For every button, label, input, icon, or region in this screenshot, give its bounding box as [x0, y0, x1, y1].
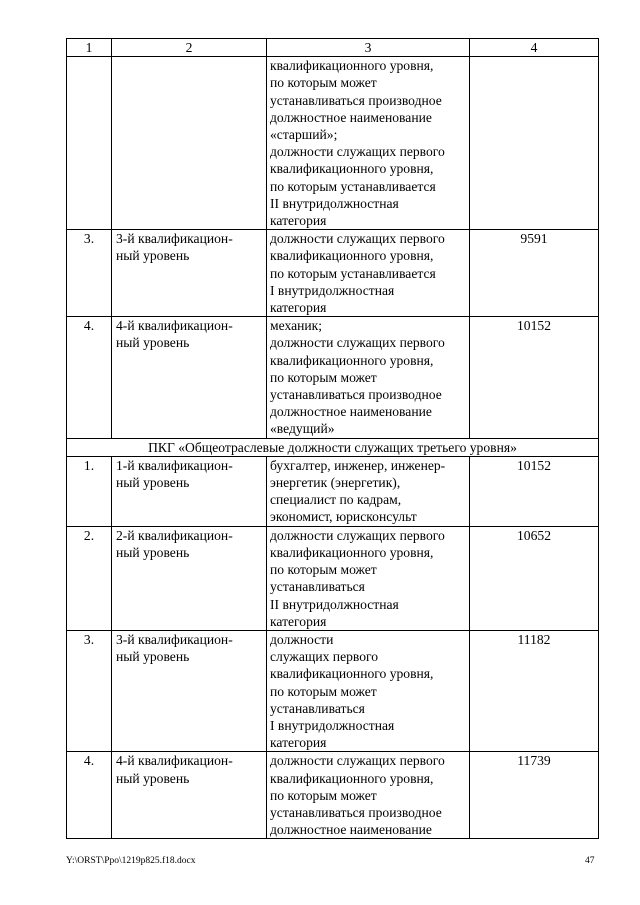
table-row	[67, 456, 599, 526]
qualification-level-cell	[112, 752, 267, 839]
positions-cell	[267, 526, 470, 630]
qualification-level-cell-line: ный уровень	[116, 475, 190, 491]
positions-cell-line: должности служащих первого	[270, 335, 445, 351]
qualification-level-cell	[112, 456, 267, 526]
salary-table	[66, 38, 599, 839]
qualification-level-cell-line: 3-й квалификацион-	[116, 231, 233, 247]
row-number-cell: 3.	[67, 230, 112, 317]
table-row	[67, 57, 599, 230]
table-row	[67, 526, 599, 630]
qualification-level-cell-line: ный уровень	[116, 335, 190, 351]
salary-cell: 11739	[470, 752, 599, 839]
positions-cell-line: «старший»;	[270, 127, 338, 143]
positions-cell-line: квалификационного уровня,	[270, 770, 434, 786]
header-cell-3: 3	[267, 39, 470, 57]
positions-cell-line: механик;	[270, 318, 323, 334]
positions-cell-line: «ведущий»	[270, 421, 335, 437]
positions-cell-line: квалификационного уровня,	[270, 544, 434, 560]
positions-cell-line: должностное наименование	[270, 822, 432, 838]
positions-cell-line: устанавливаться	[270, 579, 365, 595]
salary-cell: 10152	[470, 456, 599, 526]
row-number-cell: 3.	[67, 630, 112, 751]
qualification-level-cell	[112, 630, 267, 751]
positions-cell-line: по которым может	[270, 75, 377, 91]
qualification-level-cell-line: 4-й квалификацион-	[116, 318, 233, 334]
header-cell-4: 4	[470, 39, 599, 57]
table-header-row	[67, 39, 599, 57]
positions-cell-line: по которым может	[270, 562, 377, 578]
positions-cell-line: устанавливаться производное	[270, 387, 442, 403]
header-cell-1: 1	[67, 39, 112, 57]
positions-cell-line: должностное наименование	[270, 109, 432, 125]
positions-cell-line: должностное наименование	[270, 404, 432, 420]
positions-cell	[267, 752, 470, 839]
qualification-level-cell-line: 2-й квалификацион-	[116, 527, 233, 543]
row-number-cell	[67, 57, 112, 230]
table-row	[67, 752, 599, 839]
qualification-level-cell	[112, 526, 267, 630]
salary-cell	[470, 57, 599, 230]
positions-cell-line: I внутридолжностная	[270, 717, 395, 733]
positions-cell-line: категория	[270, 735, 327, 751]
positions-cell	[267, 317, 470, 438]
positions-cell-line: категория	[270, 613, 327, 629]
qualification-level-cell-line: ный уровень	[116, 770, 190, 786]
salary-table-body	[67, 39, 599, 839]
positions-cell-line: по которым устанавливается	[270, 265, 436, 281]
positions-cell-line: экономист, юрисконсульт	[270, 509, 417, 525]
positions-cell-line: квалификационного уровня,	[270, 352, 434, 368]
positions-cell-line: должности служащих первого	[270, 231, 445, 247]
qualification-level-cell-line: 3-й квалификацион-	[116, 631, 233, 647]
qualification-level-cell-line: ный уровень	[116, 649, 190, 665]
positions-cell-line: должности	[270, 631, 334, 647]
positions-cell-line: II внутридолжностная	[270, 195, 399, 211]
positions-cell	[267, 57, 470, 230]
positions-cell-line: квалификационного уровня,	[270, 248, 434, 264]
positions-cell-line: I внутридолжностная	[270, 282, 395, 298]
positions-cell-line: энергетик (энергетик),	[270, 475, 401, 491]
positions-cell-line: квалификационного уровня,	[270, 161, 434, 177]
positions-cell-line: квалификационного уровня,	[270, 58, 434, 74]
salary-cell: 9591	[470, 230, 599, 317]
qualification-level-cell-line: ный уровень	[116, 544, 190, 560]
group-title: ПКГ «Общеотраслевые должности служащих третьего уровня»	[67, 438, 599, 456]
positions-cell-line: квалификационного уровня,	[270, 666, 434, 682]
positions-cell-line: служащих первого	[270, 649, 379, 665]
salary-cell: 11182	[470, 630, 599, 751]
row-number-cell: 4.	[67, 752, 112, 839]
positions-cell-line: специалист по кадрам,	[270, 492, 402, 508]
positions-cell-line: по которым может	[270, 369, 377, 385]
salary-cell: 10152	[470, 317, 599, 438]
positions-cell-line: должности служащих первого	[270, 144, 445, 160]
positions-cell	[267, 456, 470, 526]
positions-cell-line: должности служащих первого	[270, 527, 445, 543]
qualification-level-cell	[112, 230, 267, 317]
positions-cell	[267, 630, 470, 751]
positions-cell-line: II внутридолжностная	[270, 596, 399, 612]
qualification-level-cell-line: 1-й квалификацион-	[116, 457, 233, 473]
row-number-cell: 4.	[67, 317, 112, 438]
header-cell-2: 2	[112, 39, 267, 57]
positions-cell-line: по которым может	[270, 787, 377, 803]
positions-cell-line: по которым может	[270, 683, 377, 699]
positions-cell-line: устанавливаться производное	[270, 804, 442, 820]
salary-cell: 10652	[470, 526, 599, 630]
row-number-cell: 1.	[67, 456, 112, 526]
row-number-cell: 2.	[67, 526, 112, 630]
table-row	[67, 317, 599, 438]
footer-page-number: 47	[585, 856, 595, 866]
positions-cell-line: должности служащих первого	[270, 753, 445, 769]
footer-file-path: Y:\ORST\Ppo\1219p825.f18.docx	[66, 856, 196, 866]
positions-cell-line: категория	[270, 300, 327, 316]
qualification-level-cell	[112, 57, 267, 230]
qualification-level-cell	[112, 317, 267, 438]
positions-cell-line: бухгалтер, инженер, инженер-	[270, 457, 446, 473]
qualification-level-cell-line: ный уровень	[116, 248, 190, 264]
positions-cell-line: категория	[270, 213, 327, 229]
positions-cell-line: по которым устанавливается	[270, 178, 436, 194]
positions-cell-line: устанавливаться производное	[270, 92, 442, 108]
positions-cell	[267, 230, 470, 317]
group-title-row	[67, 438, 599, 456]
qualification-level-cell-line: 4-й квалификацион-	[116, 753, 233, 769]
positions-cell-line: устанавливаться	[270, 700, 365, 716]
table-row	[67, 630, 599, 751]
table-row	[67, 230, 599, 317]
